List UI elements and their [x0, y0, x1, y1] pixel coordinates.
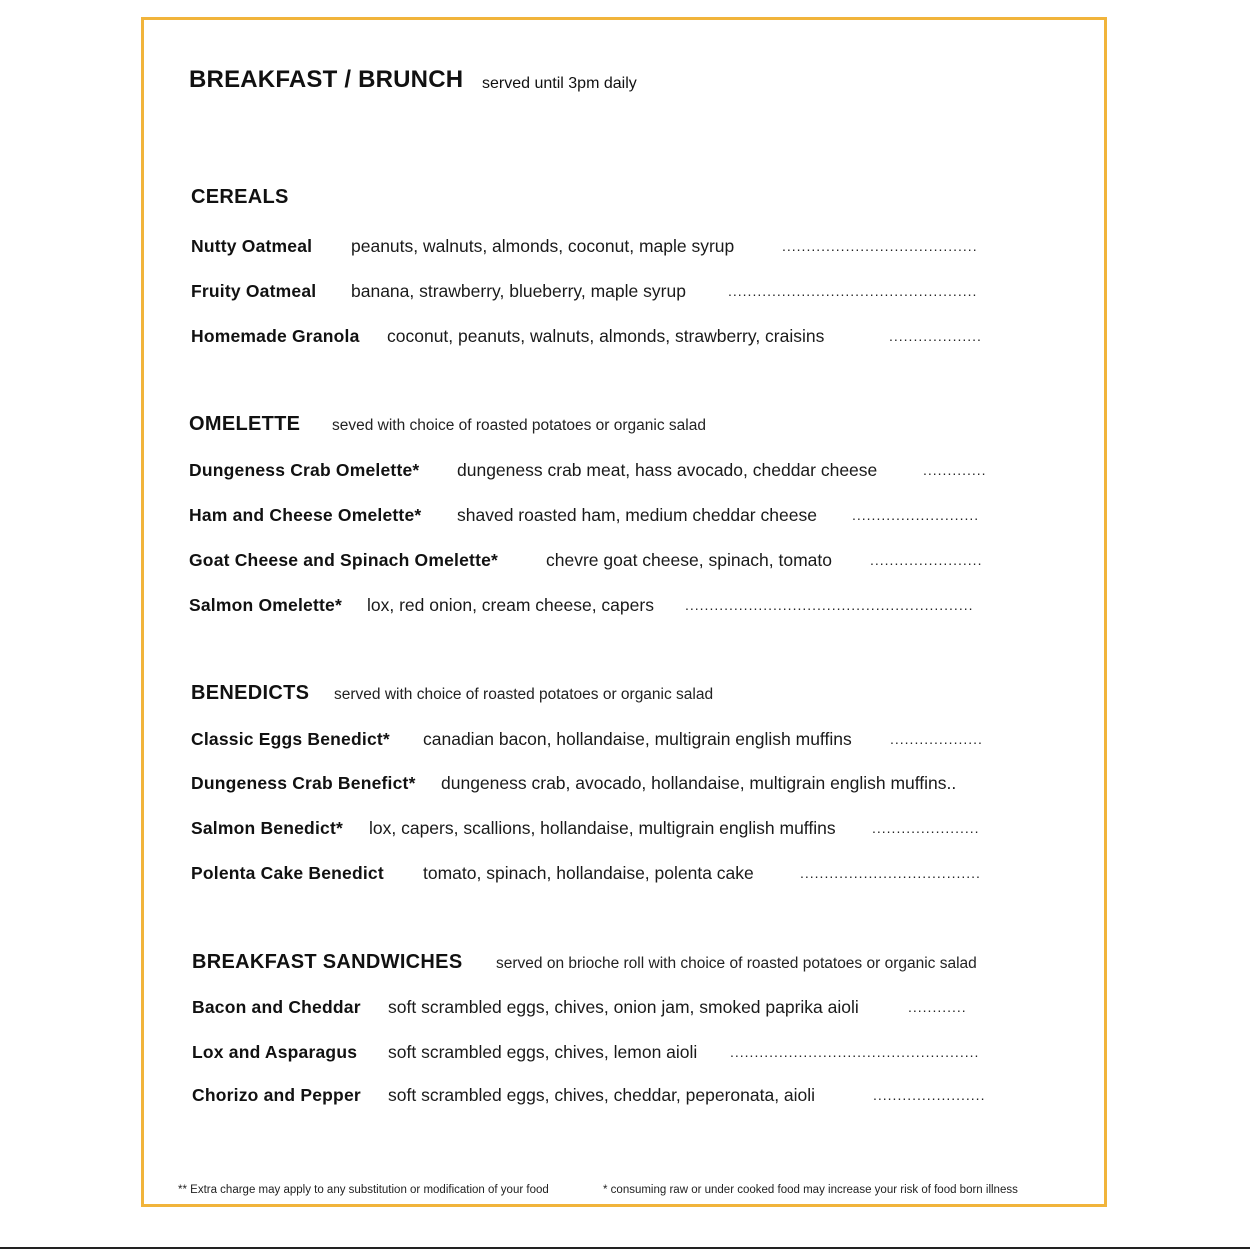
section-title-cereals: CEREALS	[191, 186, 289, 208]
item-name: Homemade Granola	[191, 326, 360, 346]
section-title-omelette: OMELETTE	[189, 413, 301, 435]
item-name: Goat Cheese and Spinach Omelette*	[189, 550, 499, 570]
footnote-substitution: ** Extra charge may apply to any substitution or modification of your food	[178, 1184, 549, 1196]
item-name: Fruity Oatmeal	[191, 281, 317, 301]
item-description: chevre goat cheese, spinach, tomato	[546, 550, 833, 570]
item-description: lox, capers, scallions, hollandaise, multigrain english muffins	[369, 818, 836, 838]
item-description: coconut, peanuts, walnuts, almonds, strawberry, craisins	[387, 326, 825, 346]
dot-leader: .....................................	[800, 865, 981, 881]
item-description: soft scrambled eggs, chives, lemon aioli	[388, 1042, 698, 1062]
item-description: banana, strawberry, blueberry, maple syrup	[351, 281, 686, 301]
dot-leader: ............	[908, 999, 967, 1015]
item-name: Polenta Cake Benedict	[191, 863, 384, 883]
dot-leader: ..........................	[852, 507, 980, 523]
dot-leader: .......................	[873, 1087, 986, 1103]
bottom-divider	[0, 1247, 1250, 1249]
dot-leader: .............	[923, 462, 987, 478]
section-title-benedicts: BENEDICTS	[191, 682, 310, 704]
item-description: dungeness crab, avocado, hollandaise, multigrain english muffins..	[441, 773, 957, 793]
section-subtitle-benedicts: served with choice of roasted potatoes or organic salad	[334, 686, 714, 703]
item-name: Dungeness Crab Omelette*	[189, 460, 420, 480]
item-name: Classic Eggs Benedict*	[191, 729, 390, 749]
dot-leader: ...................................................	[728, 283, 978, 299]
item-name: Ham and Cheese Omelette*	[189, 505, 422, 525]
dot-leader: .......................	[870, 552, 983, 568]
item-description: soft scrambled eggs, chives, cheddar, peperonata, aioli	[388, 1085, 816, 1105]
dot-leader: ...................	[889, 328, 982, 344]
dot-leader: ...................................................	[730, 1044, 980, 1060]
dot-leader: ......................	[872, 820, 980, 836]
item-name: Bacon and Cheddar	[192, 997, 361, 1017]
dot-leader: ...................	[890, 731, 983, 747]
item-description: peanuts, walnuts, almonds, coconut, maple syrup	[351, 236, 735, 256]
item-description: shaved roasted ham, medium cheddar cheese	[457, 505, 817, 525]
item-name: Lox and Asparagus	[192, 1042, 358, 1062]
item-description: lox, red onion, cream cheese, capers	[367, 595, 654, 615]
item-name: Nutty Oatmeal	[191, 236, 313, 256]
section-subtitle-omelette: seved with choice of roasted potatoes or organic salad	[332, 417, 706, 434]
menu-subtitle: served until 3pm daily	[482, 75, 637, 92]
item-description: soft scrambled eggs, chives, onion jam, smoked paprika aioli	[388, 997, 859, 1017]
dot-leader: ........................................	[782, 238, 978, 254]
menu-title: BREAKFAST / BRUNCH	[189, 66, 464, 93]
footnote-raw-food: * consuming raw or under cooked food may increase your risk of food born illness	[603, 1184, 1018, 1196]
item-description: canadian bacon, hollandaise, multigrain english muffins	[423, 729, 852, 749]
item-name: Salmon Benedict*	[191, 818, 343, 838]
item-name: Salmon Omelette*	[189, 595, 342, 615]
section-title-sandwiches: BREAKFAST SANDWICHES	[192, 951, 463, 973]
dot-leader: ...........................................................	[685, 597, 974, 613]
item-description: dungeness crab meat, hass avocado, cheddar cheese	[457, 460, 878, 480]
section-subtitle-sandwiches: served on brioche roll with choice of roasted potatoes or organic salad	[496, 955, 977, 972]
item-name: Chorizo and Pepper	[192, 1085, 361, 1105]
item-name: Dungeness Crab Benefict*	[191, 773, 416, 793]
item-description: tomato, spinach, hollandaise, polenta cake	[423, 863, 754, 883]
